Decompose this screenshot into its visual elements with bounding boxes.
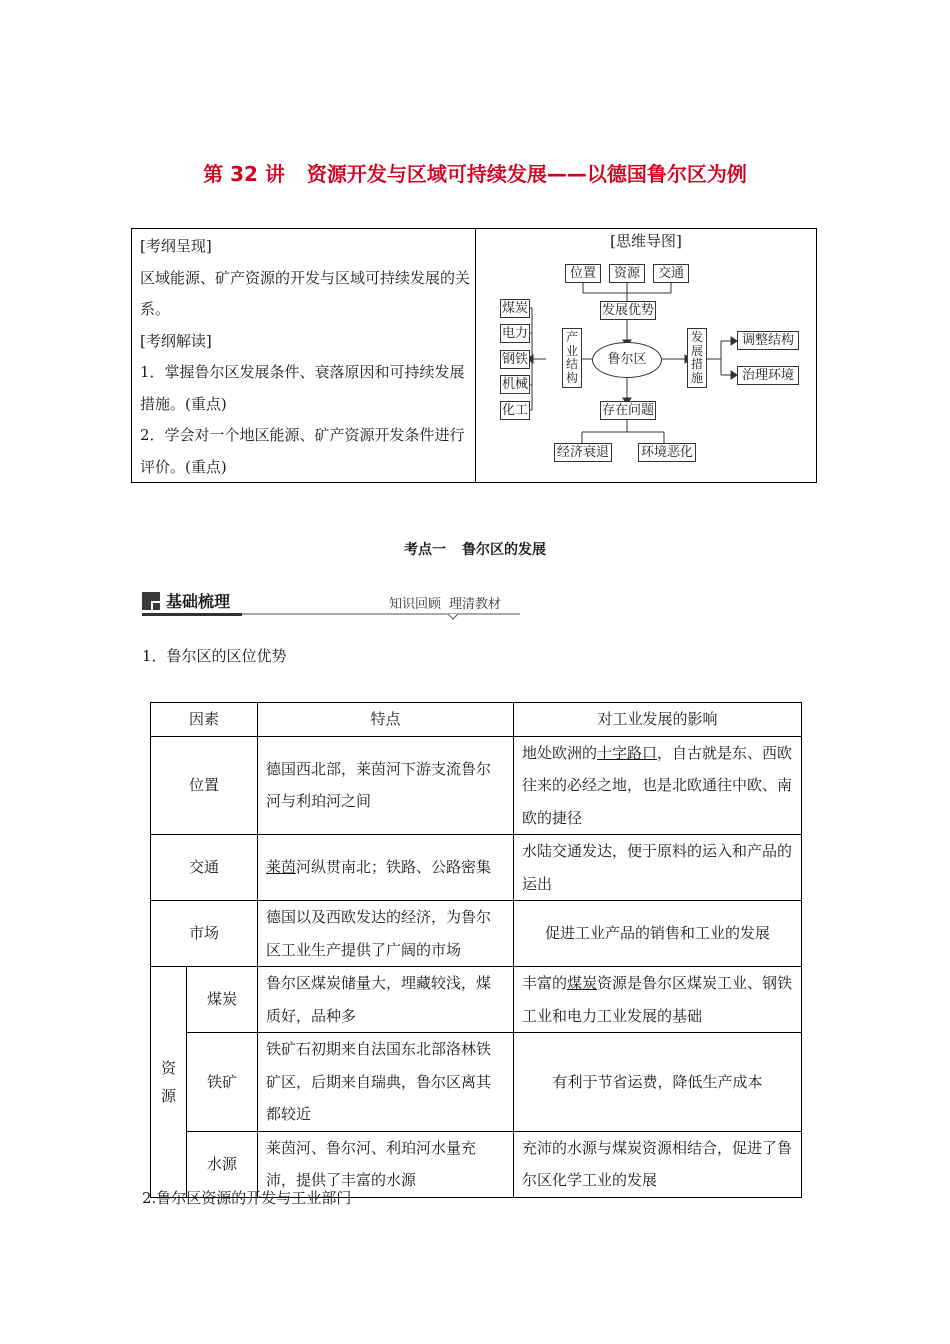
cell-location-factor: 位置: [151, 736, 258, 835]
cell-water-feature: 莱茵河、鲁尔河、利珀河水量充沛，提供了丰富的水源: [258, 1131, 514, 1197]
cell-market-feature: 德国以及西欧发达的经济，为鲁尔区工业生产提供了广阔的市场: [258, 901, 514, 967]
section-title: [0, 539, 950, 559]
cell-iron-factor: 铁矿: [187, 1033, 258, 1132]
mindmap-node-development-measures: [687, 328, 707, 388]
banner-title: 基础梳理: [166, 592, 231, 611]
table-row-coal: [151, 967, 802, 1033]
table-row-location: [151, 736, 802, 835]
measures-label: 发展措施: [690, 330, 703, 385]
table-row-transport: [151, 835, 802, 901]
cell-location-impact: [514, 736, 802, 835]
lecture-number: 第 32 讲: [203, 162, 285, 186]
mindmap-node-transport: 交通: [653, 264, 689, 283]
cell-iron-feature: 铁矿石初期来自法国东北部洛林铁矿区，后期来自瑞典，鲁尔区离其都较近: [258, 1033, 514, 1132]
cell-resources-label: [151, 967, 187, 1198]
header-feature: 特点: [258, 703, 514, 737]
outline-header: [考纲呈现]: [140, 237, 212, 255]
section-label: 考点一: [404, 542, 446, 558]
interpret-point-1: 1．掌握鲁尔区发展条件、衰落原因和可持续发展措施。(重点): [140, 363, 465, 413]
location-advantages-table: [150, 702, 802, 1198]
impact-text: 丰富的: [522, 974, 568, 992]
mindmap-node-coal: 煤炭: [501, 301, 528, 316]
banner-underline: [142, 611, 524, 621]
table-header-row: [151, 703, 802, 737]
mindmap-node-adjust-structure: 调整结构: [737, 331, 799, 350]
cell-transport-factor: 交通: [151, 835, 258, 901]
banner-sub-2: 理清教材: [449, 597, 502, 612]
mindmap: [476, 229, 816, 482]
mindmap-node-advantage: 发展优势: [601, 303, 654, 318]
header-impact: 对工业发展的影响: [514, 703, 802, 737]
resources-char-2: 源: [160, 1086, 176, 1105]
outline-text: 区域能源、矿产资源的开发与区域可持续发展的关系。: [140, 268, 471, 318]
underlined-term: 十字路口: [597, 743, 658, 762]
mindmap-header: [思维导图]: [610, 232, 682, 250]
mindmap-node-center: 鲁尔区: [592, 342, 662, 378]
cell-transport-impact: 水陆交通发达，便于原料的运入和产品的运出: [514, 835, 802, 901]
summary-box: [131, 228, 817, 483]
resources-char-1: 资: [160, 1058, 176, 1077]
mindmap-node-resources: 资源: [609, 264, 645, 283]
banner-subtitle: [389, 593, 501, 612]
banner-sub-1: 知识回顾: [389, 597, 442, 612]
mindmap-node-location: 位置: [565, 264, 601, 283]
section-name: 鲁尔区的发展: [462, 542, 546, 558]
heading-resource-development: 2.鲁尔区资源的开发与工业部门: [142, 1189, 352, 1207]
feature-text: 河纵贯南北；铁路、公路密集: [296, 858, 492, 877]
mindmap-node-environment-degradation: 环境恶化: [638, 443, 696, 462]
table-row-iron: [151, 1033, 802, 1132]
impact-text: 地处欧洲的: [522, 743, 598, 762]
underlined-term: 煤炭: [567, 974, 598, 992]
interpret-point-2: 2．学会对一个地区能源、矿产资源开发条件进行评价。(重点): [140, 426, 465, 476]
cell-water-impact: 充沛的水源与煤炭资源相结合，促进了鲁尔区化学工业的发展: [514, 1131, 802, 1197]
cell-coal-feature: 鲁尔区煤炭储量大，埋藏较浅，煤质好，品种多: [258, 967, 514, 1033]
exam-outline: [140, 231, 470, 483]
cell-transport-feature: [258, 835, 514, 901]
heading-location-advantages: 1．鲁尔区的区位优势: [142, 647, 287, 665]
impact-text: 资源是鲁尔区煤炭工业、钢铁工业和电力工业发展的基础: [522, 974, 793, 1025]
mindmap-node-economic-decline: 经济衰退: [554, 443, 612, 462]
cell-water-factor: 水源: [187, 1131, 258, 1197]
mindmap-node-steel: 钢铁: [501, 352, 528, 367]
cell-market-factor: 市场: [151, 901, 258, 967]
impact-text: ，自古就是东、西欧往来的必经之地，也是北欧通往中欧、南欧的捷径: [522, 743, 793, 827]
cell-iron-impact: 有利于节省运费，降低生产成本: [514, 1033, 802, 1132]
mindmap-node-machinery: 机械: [501, 377, 528, 392]
cell-market-impact: 促进工业产品的销售和工业的发展: [514, 901, 802, 967]
cell-location-feature: 德国西北部，莱茵河下游支流鲁尔河与利珀河之间: [258, 736, 514, 835]
page-title: [0, 158, 950, 187]
mindmap-node-chemical: 化工: [501, 403, 528, 418]
cell-coal-impact: [514, 967, 802, 1033]
underlined-term: 莱茵: [266, 858, 297, 877]
mindmap-node-problems: 存在问题: [601, 403, 654, 418]
header-factor: 因素: [151, 703, 258, 737]
mindmap-node-industry-structure: [562, 328, 582, 388]
mindmap-node-power: 电力: [501, 326, 528, 341]
lecture-topic: 资源开发与区域可持续发展——以德国鲁尔区为例: [306, 162, 747, 186]
banner-square-icon: [142, 592, 160, 610]
table-row-market: [151, 901, 802, 967]
cell-coal-factor: 煤炭: [187, 967, 258, 1033]
industry-structure-label: 产业结构: [565, 330, 578, 385]
mindmap-node-manage-environment: 治理环境: [737, 366, 799, 385]
interpret-header: [考纲解读]: [140, 331, 212, 350]
